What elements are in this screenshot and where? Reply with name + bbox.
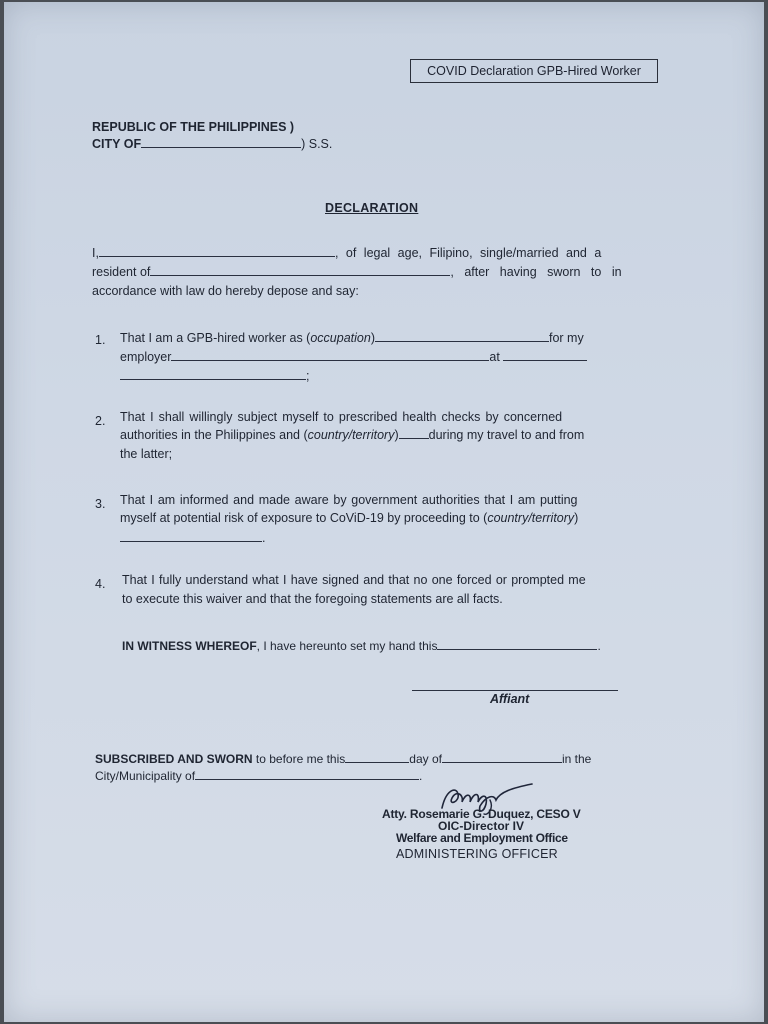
item-1-number: 1. (95, 333, 106, 347)
item-1-text-a: That I am a GPB-hired worker as ( (120, 331, 311, 345)
employer-blank[interactable] (171, 348, 489, 361)
country-blank-1[interactable] (399, 426, 429, 439)
item-1-semicolon: ; (306, 369, 310, 383)
city-blank[interactable] (141, 135, 301, 148)
location-blank[interactable] (503, 348, 587, 361)
item-3-period: . (262, 531, 266, 545)
item-2-text-1: That I shall willingly subject myself to prescribed health checks by concerned (120, 410, 563, 424)
item-4-text-1: That I fully understand what I have signed and that no one forced or prompted me (122, 573, 586, 587)
subscribed-line-2 (95, 767, 422, 786)
item-2-country: country/territory (307, 428, 395, 442)
item-4-line-1 (122, 571, 586, 590)
venue-city (92, 135, 332, 154)
subscribed-bold: SUBSCRIBED AND SWORN (95, 752, 253, 766)
item-2-text-2c: during my travel to and from (428, 428, 585, 442)
sworn-month-blank[interactable] (442, 750, 562, 763)
witness-period: . (597, 639, 601, 653)
intro-line-2 (92, 263, 658, 282)
venue-ss: ) S.S. (301, 137, 333, 151)
item-1-text-b: ) (370, 331, 375, 345)
intro-sworn: , after having sworn to in (450, 265, 622, 279)
subscribed-city: City/Municipality of (95, 769, 196, 783)
item-4-number: 4. (95, 577, 106, 591)
item-1-employer: employer (120, 350, 172, 364)
intro-line-1 (92, 244, 658, 263)
intro-line-3: accordance with law do hereby depose and say: (92, 284, 359, 298)
intro-resident: resident of (92, 265, 151, 279)
country-blank-2[interactable] (120, 529, 262, 542)
item-3-line-3 (120, 529, 265, 548)
officer-role: ADMINISTERING OFFICER (396, 847, 558, 861)
item-1-at: at (489, 350, 500, 364)
subscribed-period: . (419, 769, 423, 783)
subscribed-day-of: day of (409, 752, 442, 766)
intro-legal-age: , of legal age, Filipino, single/married and a (334, 246, 602, 260)
item-3-text-1: That I am informed and made aware by government authorities that I am putting (120, 493, 578, 507)
sworn-city-blank[interactable] (195, 767, 419, 780)
officer-office: Welfare and Employment Office (396, 831, 568, 845)
witness-text: , I have hereunto set my hand this (256, 639, 438, 653)
witness-date-blank[interactable] (437, 637, 597, 650)
venue-republic: REPUBLIC OF THE PHILIPPINES ) (92, 120, 295, 134)
item-1-line-3 (120, 367, 309, 386)
sworn-day-blank[interactable] (345, 750, 409, 763)
item-2-text-2b: ) (394, 428, 399, 442)
item-2-line-3: the latter; (120, 447, 173, 461)
subscribed-text-a: to before me this (252, 752, 346, 766)
item-4-line-2: to execute this waiver and that the foregoing statements are all facts. (122, 592, 503, 606)
residence-blank[interactable] (150, 263, 450, 276)
item-3-country: country/territory (487, 511, 575, 525)
item-3-text-2b: ) (574, 511, 579, 525)
witness-bold: IN WITNESS WHEREOF (122, 639, 257, 653)
item-1-occupation: occupation (310, 331, 371, 345)
item-1-extra-blank[interactable] (120, 367, 306, 380)
officer-position: OIC-Director IV (438, 819, 525, 833)
page-title: DECLARATION (325, 201, 419, 215)
item-3-text-2a: myself at potential risk of exposure to CoViD-19 by proceeding to ( (120, 511, 488, 525)
item-1-line-1 (120, 329, 584, 348)
officer-name: Atty. Rosemarie G. Duquez, CESO V (382, 807, 581, 821)
witness-line (122, 637, 601, 656)
document-page (4, 2, 764, 1022)
item-1-line-2 (120, 348, 587, 367)
item-2-number: 2. (95, 414, 106, 428)
subscribed-in-the: in the (561, 752, 592, 766)
form-type-label: COVID Declaration GPB-Hired Worker (410, 59, 658, 83)
item-1-text-c: for my (548, 331, 584, 345)
item-3-number: 3. (95, 497, 106, 511)
affiant-label: Affiant (490, 692, 530, 706)
item-2-text-2a: authorities in the Philippines and ( (120, 428, 308, 442)
intro-i: I, (92, 246, 99, 260)
item-3-line-1 (120, 491, 578, 510)
name-blank[interactable] (99, 244, 335, 257)
item-2-line-1 (120, 408, 658, 427)
venue-city-label: CITY OF (92, 137, 142, 151)
item-2-line-2 (120, 426, 584, 445)
item-3-line-2 (120, 509, 578, 528)
occupation-blank[interactable] (375, 329, 549, 342)
